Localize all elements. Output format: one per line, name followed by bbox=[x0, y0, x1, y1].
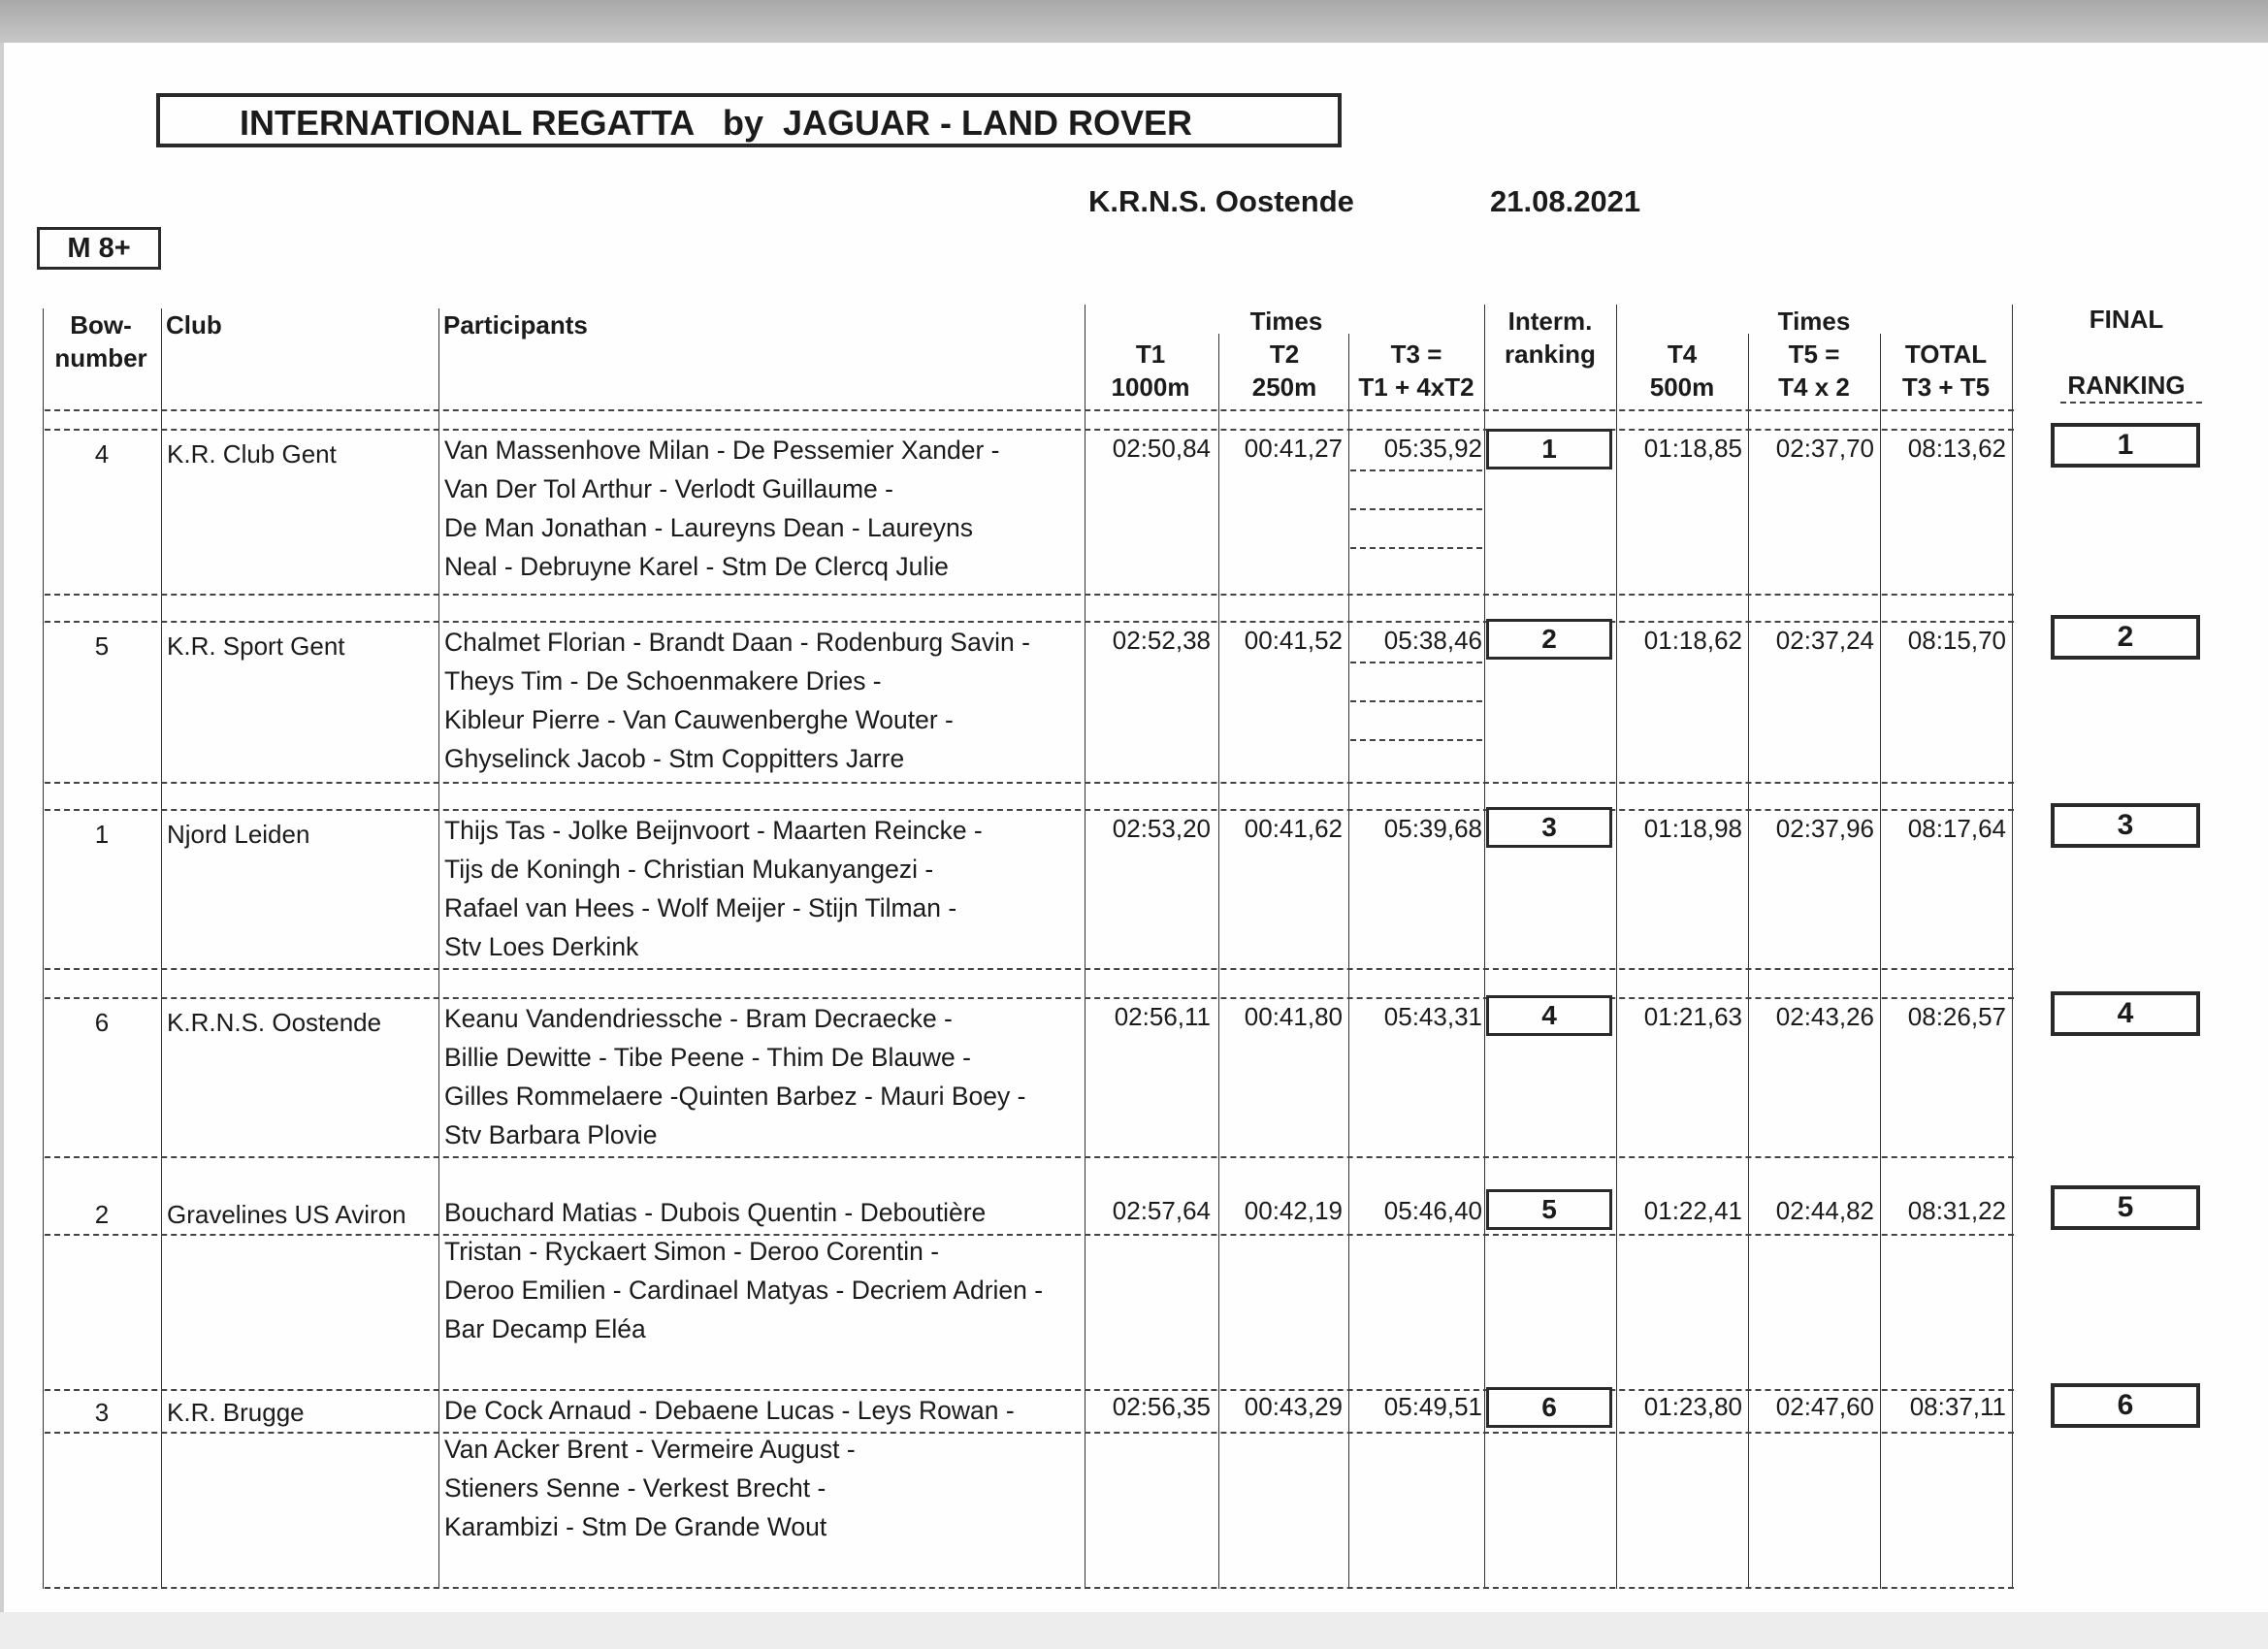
interm-ranking-box: 6 bbox=[1486, 1387, 1612, 1428]
interm-ranking-box: 2 bbox=[1486, 619, 1612, 660]
time-t1: 02:52,38 bbox=[1112, 626, 1211, 655]
final-ranking-box: 6 bbox=[2051, 1383, 2200, 1428]
col-header-interm: Interm. ranking bbox=[1505, 307, 1596, 369]
col-header-final: FINAL bbox=[2089, 305, 2164, 334]
time-t3: 05:38,46 bbox=[1383, 626, 1482, 655]
participants-line: Bar Decamp Eléa bbox=[444, 1314, 646, 1343]
time-t4: 01:18,98 bbox=[1643, 814, 1742, 843]
ranking-underline bbox=[2060, 402, 2202, 404]
participants-line: Karambizi - Stm De Grande Wout bbox=[444, 1512, 827, 1541]
time-t2: 00:41,27 bbox=[1244, 434, 1343, 463]
participants-line: Van Der Tol Arthur - Verlodt Guillaume - bbox=[444, 474, 893, 503]
col-rule bbox=[161, 308, 162, 1589]
bow-number: 3 bbox=[94, 1398, 110, 1427]
participants-line: Stieners Senne - Verkest Brecht - bbox=[444, 1473, 826, 1503]
time-total: 08:13,62 bbox=[1907, 434, 2006, 463]
venue-label: K.R.N.S. Oostende bbox=[1088, 184, 1354, 218]
club-name: K.R.N.S. Oostende bbox=[167, 1008, 382, 1037]
time-t2: 00:41,52 bbox=[1244, 626, 1343, 655]
final-ranking-box: 2 bbox=[2051, 615, 2200, 660]
club-name: Gravelines US Aviron bbox=[167, 1200, 406, 1229]
interm-ranking-box: 5 bbox=[1486, 1189, 1612, 1230]
club-name: K.R. Brugge bbox=[167, 1398, 305, 1427]
time-t2: 00:42,19 bbox=[1244, 1196, 1343, 1225]
participants-line: De Cock Arnaud - Debaene Lucas - Leys Rowan - bbox=[444, 1396, 1015, 1425]
scan-border-top bbox=[0, 0, 2268, 43]
time-total: 08:26,57 bbox=[1907, 1002, 2006, 1031]
row-rule bbox=[45, 782, 2014, 784]
time-total: 08:17,64 bbox=[1907, 814, 2006, 843]
participants-line: Theys Tim - De Schoenmakere Dries - bbox=[444, 666, 882, 695]
bow-number: 5 bbox=[94, 631, 110, 661]
row-rule bbox=[45, 1234, 2014, 1236]
participants-line: Keanu Vandendriessche - Bram Decraecke - bbox=[444, 1004, 953, 1033]
time-t3: 05:39,68 bbox=[1383, 814, 1482, 843]
header-rule bbox=[45, 409, 2014, 411]
time-t3: 05:43,31 bbox=[1383, 1002, 1482, 1031]
club-name: Njord Leiden bbox=[167, 820, 310, 849]
time-total: 08:15,70 bbox=[1907, 626, 2006, 655]
time-t1: 02:56,11 bbox=[1114, 1002, 1211, 1031]
time-t3: 05:35,92 bbox=[1383, 434, 1482, 463]
time-t2: 00:41,80 bbox=[1244, 1002, 1343, 1031]
final-ranking-box: 3 bbox=[2051, 803, 2200, 848]
participants-line: Stv Barbara Plovie bbox=[444, 1120, 658, 1149]
time-t5: 02:43,26 bbox=[1775, 1002, 1874, 1031]
time-t5: 02:44,82 bbox=[1775, 1196, 1874, 1225]
participants-line: Van Massenhove Milan - De Pessemier Xander - bbox=[444, 436, 1000, 465]
bow-number: 4 bbox=[94, 439, 110, 469]
final-ranking-box: 5 bbox=[2051, 1185, 2200, 1230]
participants-line: Van Acker Brent - Vermeire August - bbox=[444, 1435, 856, 1464]
t3-subrule bbox=[1350, 700, 1482, 702]
time-total: 08:37,11 bbox=[1909, 1392, 2006, 1421]
participants-line: Tristan - Ryckaert Simon - Deroo Corentin - bbox=[444, 1237, 940, 1266]
bow-number: 6 bbox=[94, 1008, 110, 1037]
participants-line: Thijs Tas - Jolke Beijnvoort - Maarten Reincke - bbox=[444, 816, 983, 845]
participants-list bbox=[444, 999, 1025, 1154]
participants-list bbox=[444, 623, 1030, 778]
participants-line: Bouchard Matias - Dubois Quentin - Deboutière bbox=[444, 1198, 987, 1227]
t3-subrule bbox=[1350, 508, 1482, 510]
col-header-ranking: RANKING bbox=[2067, 371, 2186, 400]
time-t5: 02:37,96 bbox=[1775, 814, 1874, 843]
participants-line: Rafael van Hees - Wolf Meijer - Stijn Tilman - bbox=[444, 893, 957, 922]
time-t4: 01:23,80 bbox=[1643, 1392, 1742, 1421]
participants-line: De Man Jonathan - Laureyns Dean - Laureyns bbox=[444, 513, 974, 542]
col-header-t4: T4 500m bbox=[1649, 340, 1715, 402]
club-name: K.R. Sport Gent bbox=[167, 631, 345, 661]
col-rule bbox=[2012, 305, 2013, 1589]
time-t4: 01:22,41 bbox=[1643, 1196, 1742, 1225]
col-header-participants: Participants bbox=[443, 310, 588, 340]
interm-ranking-box: 1 bbox=[1486, 429, 1612, 469]
col-header-total: TOTAL T3 + T5 bbox=[1901, 340, 1991, 402]
club-name: K.R. Club Gent bbox=[167, 439, 337, 469]
time-t4: 01:21,63 bbox=[1643, 1002, 1742, 1031]
participants-line: Billie Dewitte - Tibe Peene - Thim De Blauwe - bbox=[444, 1043, 971, 1072]
row-rule bbox=[45, 1156, 2014, 1158]
time-t1: 02:57,64 bbox=[1112, 1196, 1211, 1225]
interm-ranking-box: 3 bbox=[1486, 807, 1612, 848]
interm-ranking-box: 4 bbox=[1486, 995, 1612, 1036]
col-header-times-group: Times bbox=[1249, 307, 1323, 336]
time-t2: 00:41,62 bbox=[1244, 814, 1343, 843]
t3-subrule bbox=[1350, 662, 1482, 663]
bow-number: 1 bbox=[94, 820, 110, 849]
table-bottom-rule bbox=[45, 1587, 2014, 1589]
document-title: INTERNATIONAL REGATTA by JAGUAR - LAND ROVER bbox=[240, 103, 1193, 143]
participants-list bbox=[444, 811, 983, 966]
time-t1: 02:53,20 bbox=[1112, 814, 1211, 843]
t3-subrule bbox=[1350, 547, 1482, 549]
t3-subrule bbox=[1350, 739, 1482, 741]
time-t1: 02:50,84 bbox=[1112, 434, 1211, 463]
scan-border-bottom bbox=[0, 1612, 2268, 1649]
final-ranking-box: 1 bbox=[2051, 423, 2200, 468]
row-rule bbox=[45, 968, 2014, 970]
col-header-times-group-2: Times bbox=[1777, 307, 1851, 336]
time-t4: 01:18,85 bbox=[1643, 434, 1742, 463]
col-header-t1: T1 1000m bbox=[1111, 340, 1190, 402]
participants-line: Chalmet Florian - Brandt Daan - Rodenburg Savin - bbox=[444, 628, 1030, 657]
time-t3: 05:46,40 bbox=[1383, 1196, 1482, 1225]
row-rule bbox=[45, 1432, 2014, 1434]
participants-line: Deroo Emilien - Cardinael Matyas - Decriem Adrien - bbox=[444, 1276, 1044, 1305]
participants-list bbox=[444, 431, 999, 586]
col-rule bbox=[438, 308, 439, 1589]
time-t3: 05:49,51 bbox=[1383, 1392, 1482, 1421]
time-total: 08:31,22 bbox=[1907, 1196, 2006, 1225]
row-rule bbox=[45, 594, 2014, 596]
participants-list bbox=[444, 1391, 1015, 1546]
t3-subrule bbox=[1350, 469, 1482, 471]
participants-line: Stv Loes Derkink bbox=[444, 932, 639, 961]
participants-line: Gilles Rommelaere -Quinten Barbez - Mauri Boey - bbox=[444, 1082, 1026, 1111]
participants-line: Neal - Debruyne Karel - Stm De Clercq Julie bbox=[444, 552, 949, 581]
col-header-t5: T5 = T4 x 2 bbox=[1778, 340, 1850, 402]
participants-list bbox=[444, 1193, 1043, 1348]
participants-line: Tijs de Koningh - Christian Mukanyangezi - bbox=[444, 855, 934, 884]
date-label: 21.08.2021 bbox=[1490, 184, 1641, 218]
participants-line: Ghyselinck Jacob - Stm Coppitters Jarre bbox=[444, 744, 905, 773]
col-header-club: Club bbox=[166, 310, 222, 340]
col-header-bow: Bow- number bbox=[54, 310, 147, 372]
col-header-t3: T3 = T1 + 4xT2 bbox=[1358, 340, 1474, 402]
participants-line: Kibleur Pierre - Van Cauwenberghe Wouter - bbox=[444, 705, 954, 734]
time-t5: 02:47,60 bbox=[1775, 1392, 1874, 1421]
bow-number: 2 bbox=[94, 1200, 110, 1229]
time-t2: 00:43,29 bbox=[1244, 1392, 1343, 1421]
col-header-t2: T2 250m bbox=[1251, 340, 1317, 402]
time-t1: 02:56,35 bbox=[1112, 1392, 1211, 1421]
col-rule bbox=[1484, 305, 1485, 1589]
time-t5: 02:37,70 bbox=[1775, 434, 1874, 463]
final-ranking-box: 4 bbox=[2051, 991, 2200, 1036]
boat-category: M 8+ bbox=[37, 227, 161, 270]
time-t5: 02:37,24 bbox=[1775, 626, 1874, 655]
time-t4: 01:18,62 bbox=[1643, 626, 1742, 655]
